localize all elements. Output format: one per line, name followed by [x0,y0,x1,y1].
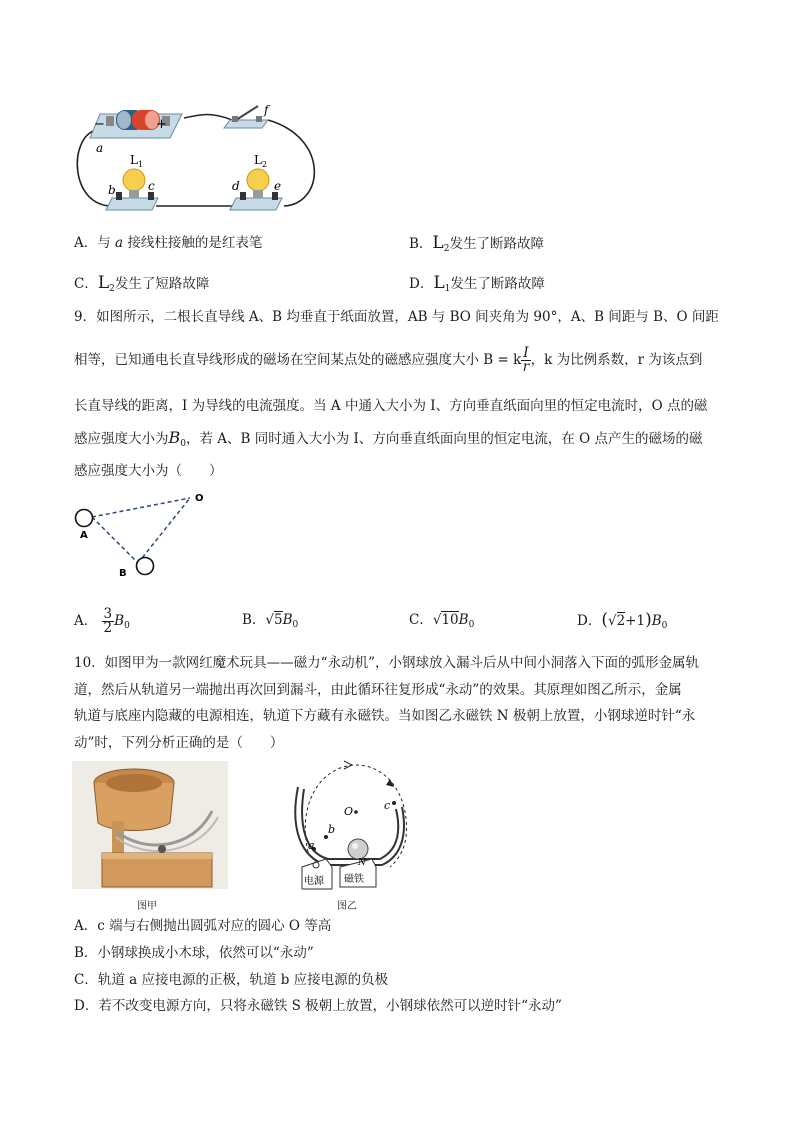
q9-line-3: 长直导线的距离，I 为导线的电流强度。当 A 中通入大小为 I、方向垂直纸面向里的恒定电流时，O 点的磁 [74,398,708,414]
circuit-label-f: f [264,103,269,117]
q9-option-d: D．$(√2+1)B_0$ [577,610,668,631]
q9-line-1: 9．如图所示，二根长直导线 A、B 均垂直于纸面放置，AB 与 BO 间夹角为 90°，A、B 间距与 B、O 间距 [74,309,719,325]
circuit-label-a: a [96,141,104,155]
q10-option-c: C．轨道 a 应接电源的正极，轨道 b 应接电源的负极 [74,972,389,988]
q10-line-3: 轨道与底座内隐藏的电源相连，轨道下方藏有永磁铁。当如图乙永磁铁 N 极朝上放置，小钢球逆时针“永 [74,708,696,724]
circuit-label-L2: $L_2$ [254,153,268,169]
q9-fraction: $\frac{I}{r}$ [522,345,530,375]
track-label-b: b [328,823,336,836]
circuit-diagram [72,98,332,216]
q10-option-a: A．c 端与右侧抛出圆弧对应的圆心 O 等高 [74,918,332,934]
q9-option-b: B．$√5B_0$ [242,612,299,630]
q9-line-2: 相等，已知通电长直导线形成的磁场在空间某点处的磁感应强度大小 B = k $\frac{I}{r}$ ，k 为比例系数，r 为该点到 [74,345,703,375]
circuit-label-L1: $L_1$ [130,153,144,169]
q9-option-a: A． $\frac{3}{2}$ $B_0$ [74,606,130,636]
circuit-label-plus: + [156,117,167,132]
q9-line-4: 感应强度大小为$B_0$，若 A、B 同时通入大小为 I、方向垂直纸面向里的恒定电流，在 O 点产生的磁场的磁 [74,428,703,449]
circuit-label-minus: − [94,117,105,132]
q8-option-d: D．$L_1$发生了断路故障 [409,273,545,294]
track-label-N: N [358,858,366,868]
q8-option-a: A．与 a 接线柱接触的是红表笔 [74,235,263,251]
track-label-a: a [308,839,315,852]
q10-line-1: 10．如图甲为一款网红魔术玩具——磁力“永动机”，小钢球放入漏斗后从中间小洞落入下面的弧形金属轨 [74,655,699,671]
circuit-label-c: c [148,179,155,193]
q9-label-O: O [195,493,204,504]
toy-photo [72,761,228,889]
fig2-caption: 图乙 [337,901,357,912]
circuit-label-d: d [232,179,240,193]
q8-option-b: B．$L_2$发生了断路故障 [409,233,544,254]
q9-label-A: A [80,530,88,541]
fig1-caption: 图甲 [137,901,157,912]
track-diagram [286,757,416,895]
q10-line-4: 动”时，下列分析正确的是（ ） [74,735,284,751]
q9-wire-figure [70,488,220,583]
q10-line-2: 道，然后从轨道另一端抛出再次回到漏斗，由此循环往复形成“永动”的效果。其原理如图乙所示，金属 [74,682,682,698]
q10-option-b: B．小钢球换成小木球，依然可以“永动” [74,945,314,961]
q9-label-B: B [119,568,127,579]
circuit-label-b: b [108,183,116,197]
q8-option-c: C．$L_2$发生了短路故障 [74,273,210,294]
q9-option-c: C．$√10B_0$ [409,612,475,630]
q9-line-5: 感应强度大小为（ ） [74,463,223,479]
track-label-c: c [384,799,391,812]
circuit-label-e: e [274,179,282,193]
q10-option-d: D．若不改变电源方向，只将永磁铁 S 极朝上放置，小钢球依然可以逆时针“永动” [74,998,562,1014]
track-label-magnet: 磁铁 [344,874,364,885]
track-label-O: O [344,805,354,818]
track-label-power: 电源 [304,876,324,887]
